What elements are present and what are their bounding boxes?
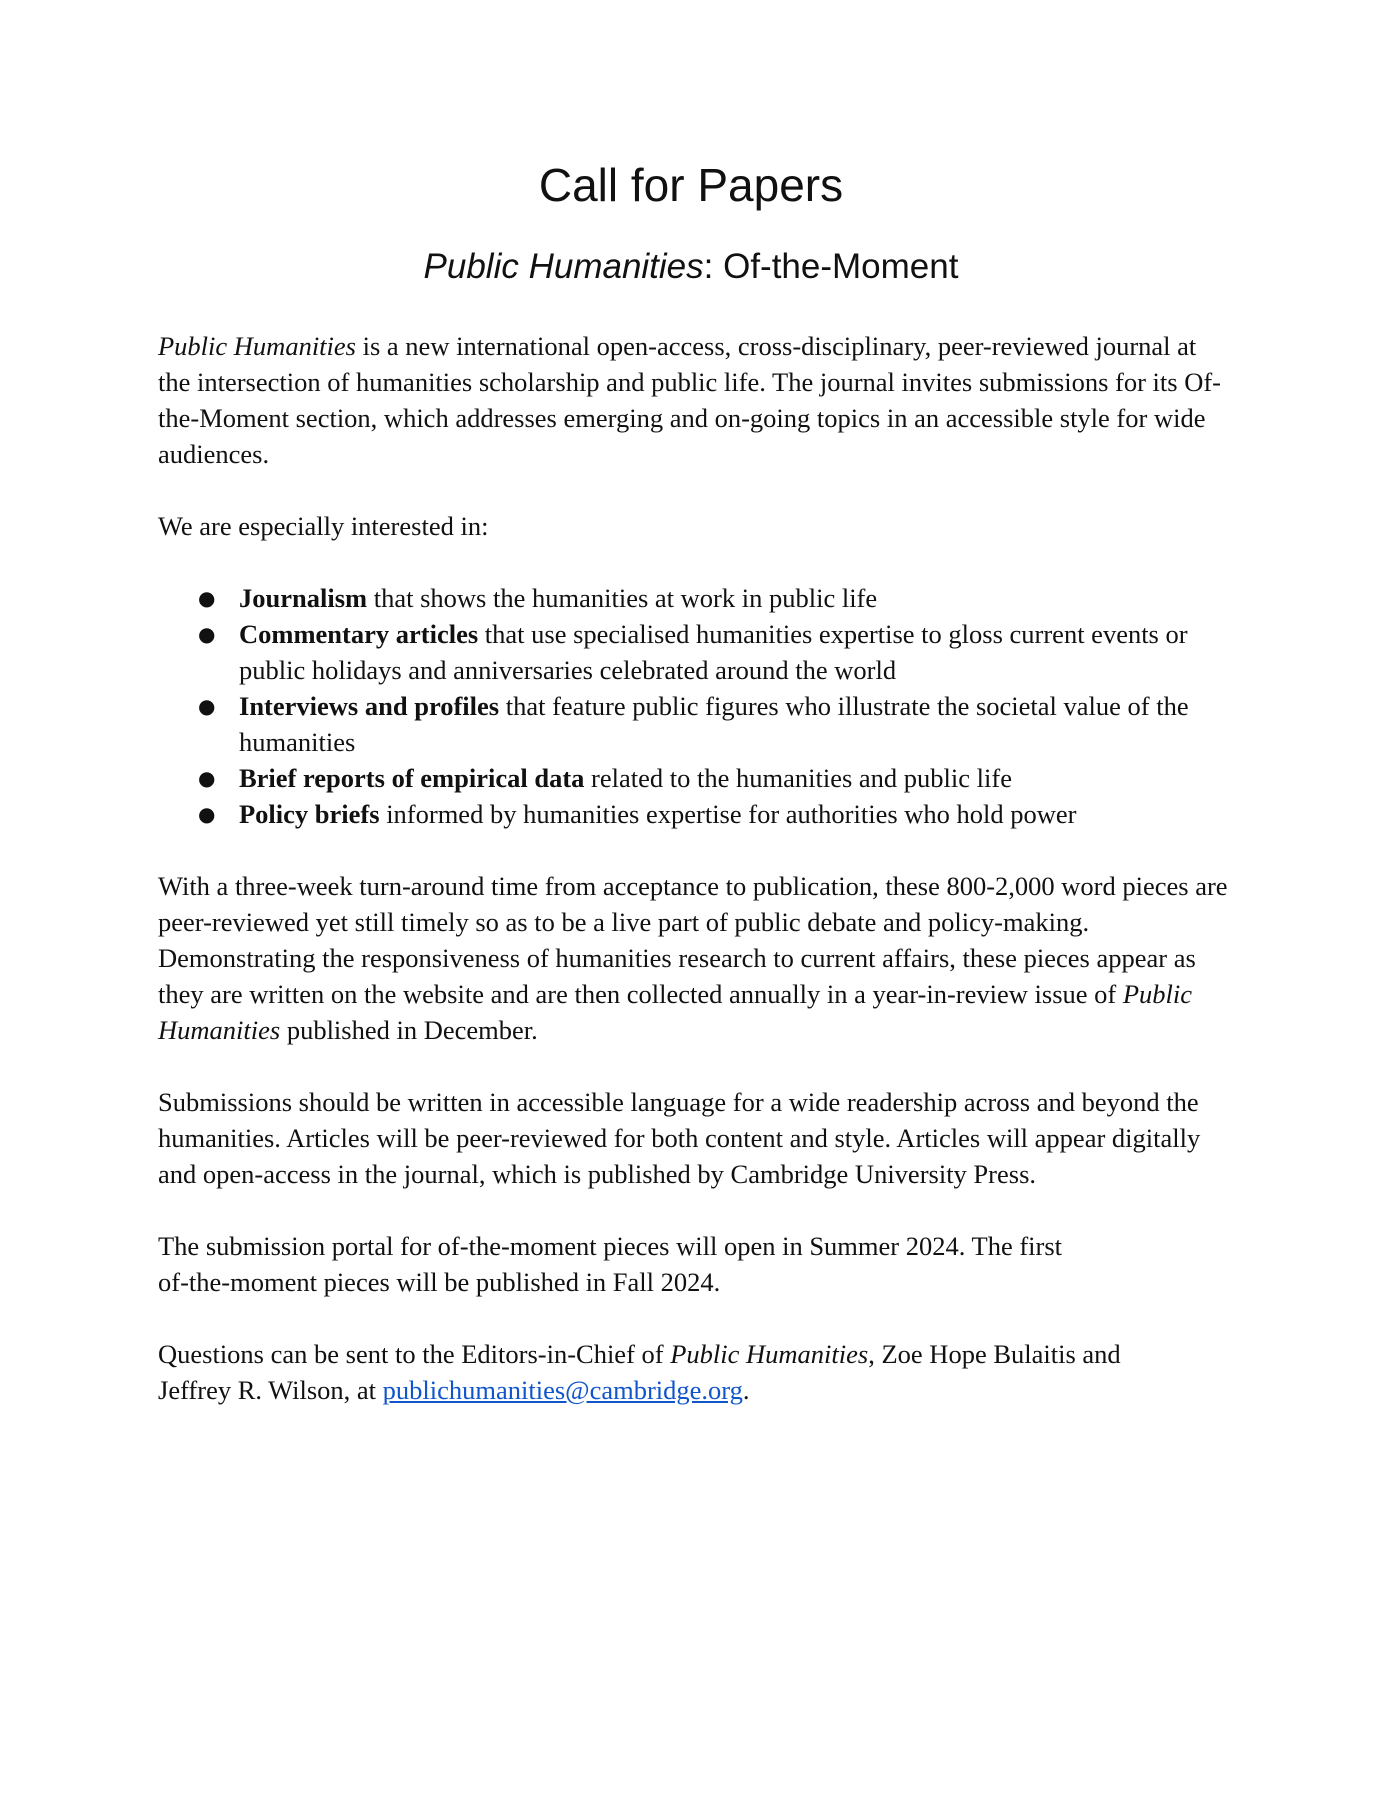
bullet-icon: ● <box>198 694 216 718</box>
bullet-icon: ● <box>198 622 216 646</box>
list-item <box>198 760 1228 796</box>
list-item-heading: Policy briefs <box>239 799 380 829</box>
interest-lead: We are especially interested in: <box>158 511 489 541</box>
questions-names-line-1: , Zoe Hope Bulaitis and <box>868 1339 1121 1369</box>
interest-list <box>158 580 1228 832</box>
questions-lead: Questions can be sent to the Editors-in-Chief of <box>158 1339 671 1369</box>
list-item-text: that feature public figures who illustrate the societal value of the humanities <box>239 691 1189 757</box>
list-item-text: that use specialised humanities expertise to gloss current events or public holidays and anniversaries celebrated around the world <box>239 619 1188 685</box>
list-item <box>198 580 1228 616</box>
list-item-heading: Brief reports of empirical data <box>239 763 585 793</box>
questions-end: . <box>742 1375 750 1405</box>
intro-journal-name: Public Humanities <box>158 331 356 361</box>
page-title: Call for Papers <box>538 159 844 211</box>
turnaround-text: With a three-week turn-around time from acceptance to publication, these 800-2,000 word pieces are peer-reviewed yet still timely so as to be a live part of public debate and policy-making. Demonstrating the responsiveness of humanities research to current affairs, these pieces appear as they are written on the website and are then collected annually in a year-in-review issue of <box>158 871 1228 1009</box>
questions-names-line-2: Jeffrey R. Wilson, at <box>158 1375 383 1405</box>
email-link[interactable]: publichumanities@cambridge.org <box>382 1375 743 1405</box>
bullet-icon: ● <box>198 766 216 790</box>
page-subtitle <box>0 245 1382 289</box>
subtitle-section-name: : Of-the-Moment <box>703 247 959 286</box>
list-item-text: informed by humanities expertise for authorities who hold power <box>379 799 1077 829</box>
list-item <box>198 688 1228 760</box>
list-item-heading: Commentary articles <box>239 619 479 649</box>
list-item <box>198 796 1228 832</box>
portal-line-2: of-the-moment pieces will be published in Fall 2024. <box>158 1267 721 1297</box>
submissions-paragraph: Submissions should be written in accessible language for a wide readership across and beyond the humanities. Articles will be peer-reviewed for both content and style. Articles will appear digitally and open-access in the journal, which is published by Cambridge University Press. <box>158 1087 1201 1189</box>
list-item-text: that shows the humanities at work in public life <box>367 583 878 613</box>
intro-paragraph <box>158 328 1228 472</box>
list-item-heading: Journalism <box>239 583 368 613</box>
list-item-text: related to the humanities and public life <box>584 763 1012 793</box>
subtitle-journal-name: Public Humanities <box>423 247 704 286</box>
portal-line-1: The submission portal for of-the-moment pieces will open in Summer 2024. The first <box>158 1231 1063 1261</box>
portal-paragraph <box>158 1228 1228 1300</box>
list-item <box>198 616 1228 688</box>
turnaround-paragraph <box>158 868 1228 1048</box>
turnaround-tail: published in December. <box>280 1015 538 1045</box>
turnaround-journal-name: Public Humanities <box>158 979 1193 1045</box>
document-body <box>158 328 1228 1444</box>
questions-journal-name: Public Humanities <box>670 1339 869 1369</box>
intro-text: is a new international open-access, cross-disciplinary, peer-reviewed journal at the intersection of humanities scholarship and public life. The journal invites submissions for its Of-the-Moment section, which addresses emerging and on-going topics in an accessible style for wide audiences. <box>158 331 1222 469</box>
bullet-icon: ● <box>198 802 216 826</box>
list-item-heading: Interviews and profiles <box>239 691 500 721</box>
questions-paragraph <box>158 1336 1228 1408</box>
bullet-icon: ● <box>198 586 216 610</box>
